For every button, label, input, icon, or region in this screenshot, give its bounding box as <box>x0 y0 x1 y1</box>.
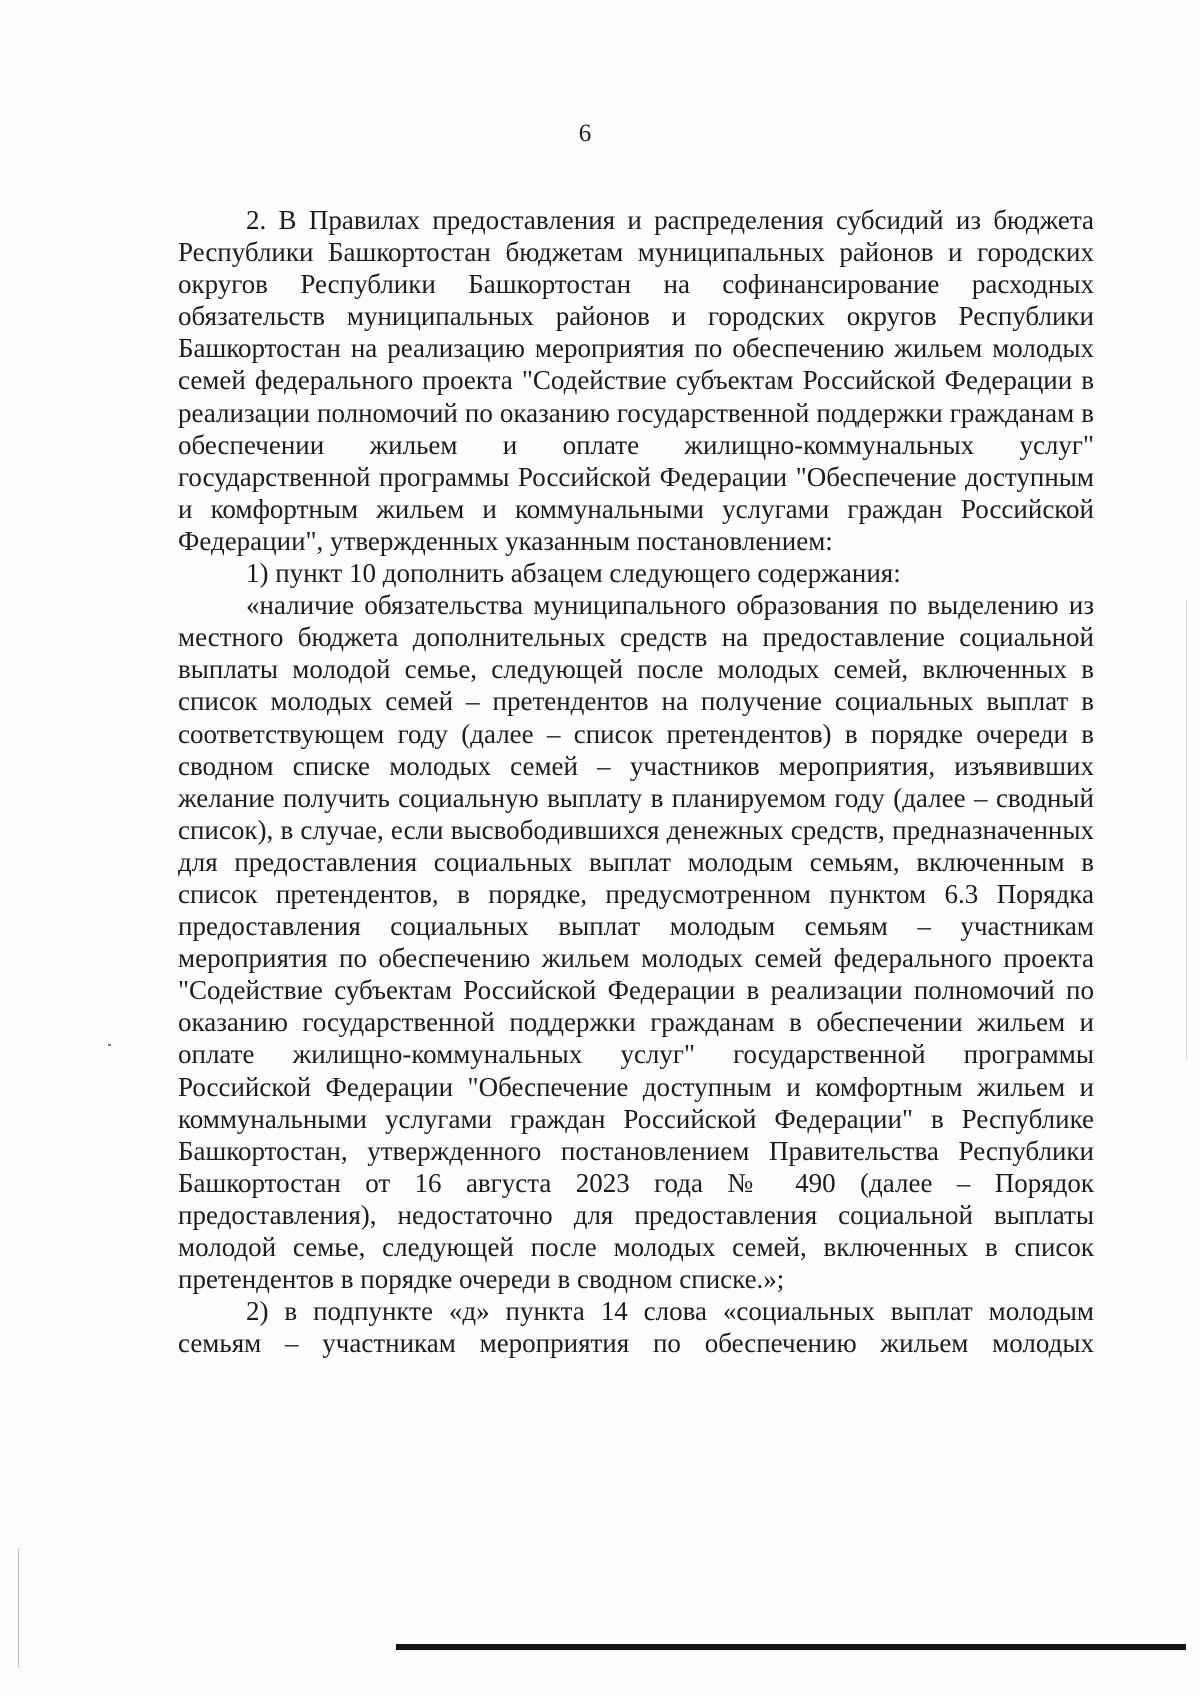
paragraph-item-2: 2) в подпункте «д» пункта 14 слова «социальных выплат молодым семьям – участникам мероприятия по обеспечению жильем молодых <box>178 1296 1094 1359</box>
scan-speck <box>108 1044 111 1046</box>
paragraph-quoted-amendment: «наличие обязательства муниципального образования по выделению из местного бюджета дополнительных средств на предоставление социальной выплаты молодой семье, следующей после молодых семей, включенных в список молодых семей – претендентов на получение социальных выплат в соответствующем году (далее – список претендентов) в порядке очереди в сводном списке молодых семей – участников мероприятия, изъявивших желание получить социальную выплату в планируемом году (далее – сводный список), в случае, если высвободившихся денежных средств, предназначенных для предоставления социальных выплат молодым семьям, включенным в список претендентов, в порядке, предусмотренном пунктом 6.3 Порядка предоставления социальных выплат молодым семьям – участникам мероприятия по обеспечению жильем молодых семей федерального проекта "Содействие субъектам Российской Федерации в реализации полномочий по оказанию государственной поддержки гражданам в обеспечении жильем и оплате жилищно-коммунальных услуг" государственной программы Российской Федерации "Обеспечение доступным и комфортным жильем и коммунальными услугами граждан Российской Федерации" в Республике Башкортостан, утвержденного постановлением Правительства Республики Башкортостан от 16 августа 2023 года № 490 (далее – Порядок предоставления), недостаточно для предоставления социальной выплаты молодой семье, следующей после молодых семей, включенных в список претендентов в порядке очереди в сводном списке.»; <box>178 590 1094 1295</box>
scan-margin-line-right <box>1186 600 1187 1060</box>
paragraph-item-1: 1) пункт 10 дополнить абзацем следующего содержания: <box>246 558 901 589</box>
scan-bottom-edge-bar <box>396 1644 1186 1650</box>
page-number: 6 <box>578 120 592 147</box>
paragraph-section-2: 2. В Правилах предоставления и распределения субсидий из бюджета Республики Башкортостан бюджетам муниципальных районов и городских округов Республики Башкортостан на софинансирование расходных обязательств муниципальных районов и городских округов Республики Башкортостан на реализацию мероприятия по обеспечению жильем молодых семей федерального проекта "Содействие субъектам Российской Федерации в реализации полномочий по оказанию государственной поддержки гражданам в обеспечении жильем и оплате жилищно-коммунальных услуг" государственной программы Российской Федерации "Обеспечение доступным и комфортным жильем и коммунальными услугами граждан Российской Федерации", утвержденных указанным постановлением: <box>178 205 1094 556</box>
document-body <box>178 204 1094 1359</box>
scan-margin-line-left <box>18 1548 19 1668</box>
